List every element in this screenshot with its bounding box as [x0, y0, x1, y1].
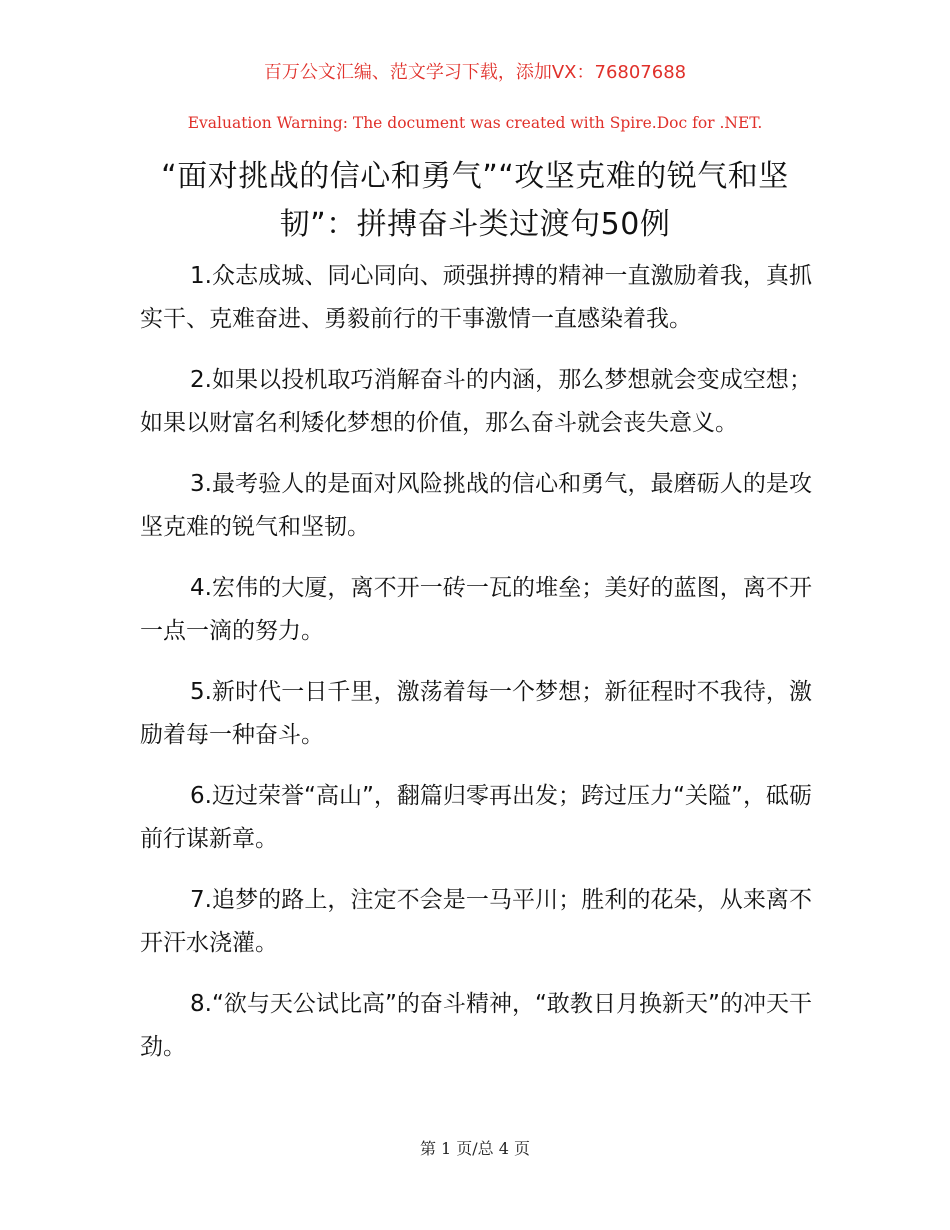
paragraph-1: 1.众志成城、同心同向、顽强拼搏的精神一直激励着我，真抓实干、克难奋进、勇毅前行的干事激情一直感染着我。	[140, 263, 812, 332]
paragraph-8: 8.“欲与天公试比高”的奋斗精神，“敢教日月换新天”的冲天干劲。	[140, 991, 812, 1060]
paragraph-7: 7.追梦的路上，注定不会是一马平川；胜利的花朵，从来离不开汗水浇灌。	[140, 887, 812, 956]
evaluation-warning: Evaluation Warning: The document was created with Spire.Doc for .NET.	[187, 114, 763, 132]
paragraph-2: 2.如果以投机取巧消解奋斗的内涵，那么梦想就会变成空想；如果以财富名利矮化梦想的价值，那么奋斗就会丧失意义。	[140, 367, 812, 436]
paragraph-3: 3.最考验人的是面对风险挑战的信心和勇气，最磨砺人的是攻坚克难的锐气和坚韧。	[140, 471, 812, 540]
paragraph-4: 4.宏伟的大厦，离不开一砖一瓦的堆垒；美好的蓝图，离不开一点一滴的努力。	[140, 575, 812, 644]
document-body	[140, 255, 812, 1087]
page-number-footer: 第 1 页/总 4 页	[419, 1139, 531, 1158]
header-ad-text: 百万公文汇编、范文学习下载，添加VX：76807688	[263, 62, 687, 83]
document-title: “面对挑战的信心和勇气”“攻坚克难的锐气和坚韧”：拼搏奋斗类过渡句50例	[161, 159, 789, 242]
paragraph-5: 5.新时代一日千里，激荡着每一个梦想；新征程时不我待，激励着每一种奋斗。	[140, 679, 812, 748]
paragraph-6: 6.迈过荣誉“高山”，翻篇归零再出发；跨过压力“关隘”，砥砺前行谋新章。	[140, 783, 812, 852]
